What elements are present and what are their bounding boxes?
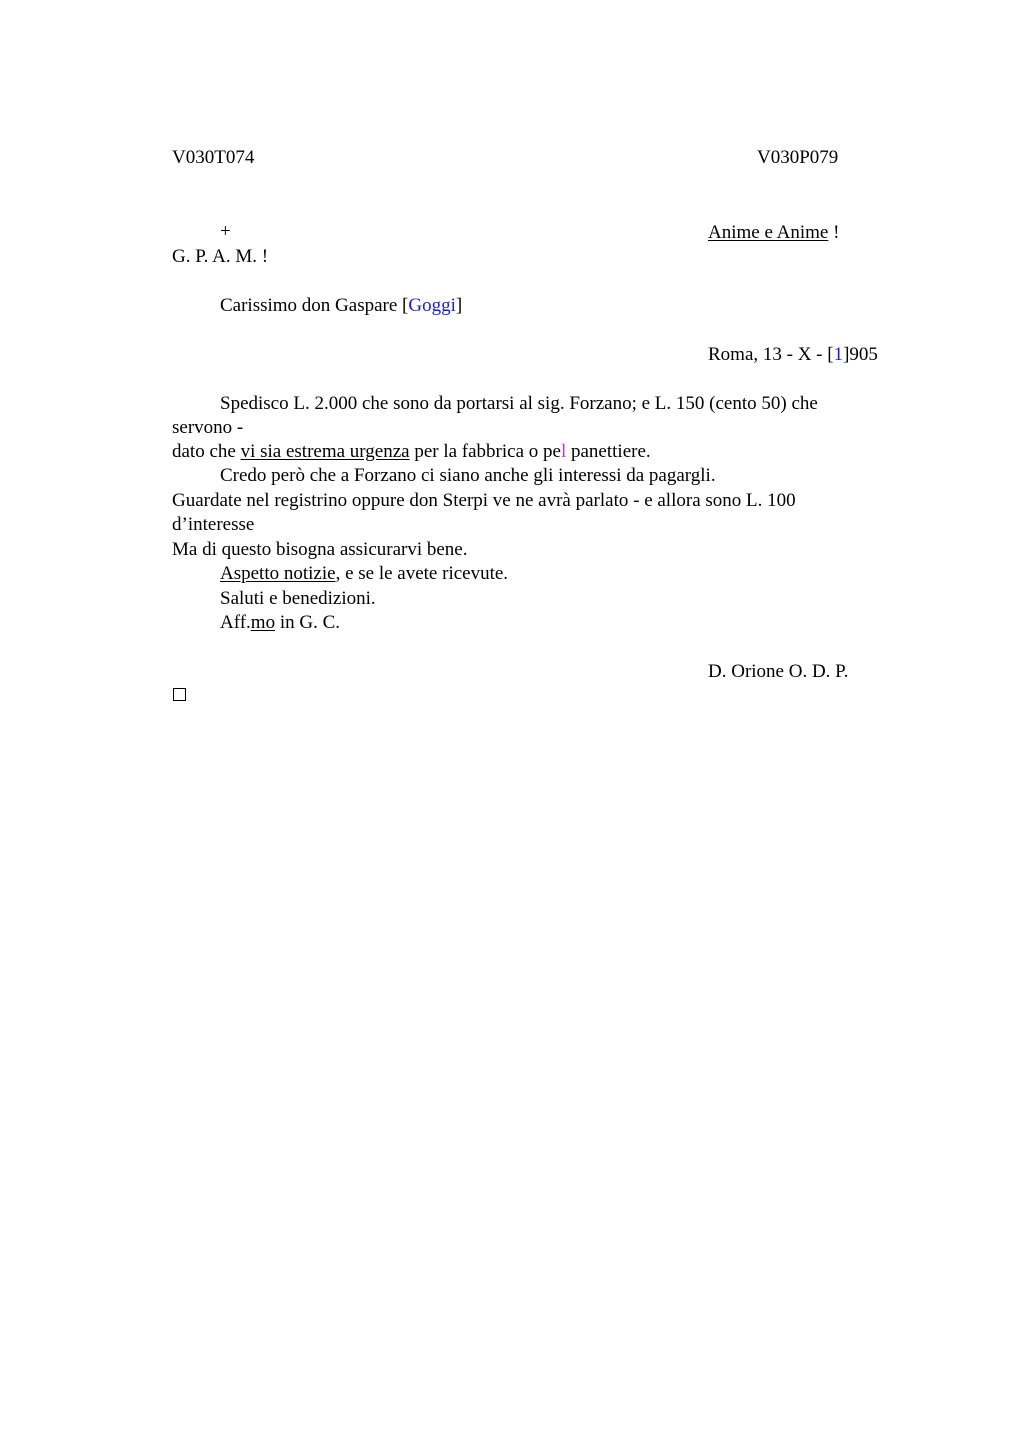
salutation-suffix: ] <box>455 295 463 316</box>
body-text: Aff. <box>220 612 251 633</box>
body-line: Spedisco L. 2.000 che sono da portarsi al sig. Forzano; e L. 150 (cento 50) che <box>220 393 818 414</box>
signature: D. Orione O. D. P. <box>708 661 849 682</box>
initials: G. P. A. M. ! <box>172 246 269 267</box>
date-prefix: Roma, 13 - X - [ <box>708 344 834 365</box>
date-suffix: ]905 <box>843 344 878 365</box>
highlighted-letter: l <box>560 441 567 462</box>
body-line: Credo però che a Forzano ci siano anche gli interessi da pagargli. <box>220 465 716 486</box>
salutation-prefix: Carissimo don Gaspare [ <box>220 295 409 316</box>
motto <box>708 221 839 245</box>
motto-exclamation: ! <box>828 222 840 243</box>
checkbox-square-icon <box>173 688 186 701</box>
body-line <box>172 440 651 464</box>
underlined-text: vi sia estrema urgenza <box>240 441 410 462</box>
date-digit: 1 <box>833 344 844 365</box>
body-text: per la fabbrica o pe <box>409 441 561 462</box>
body-line: Guardate nel registrino oppure don Sterpi ve ne avrà parlato - e allora sono L. 100 <box>172 490 796 511</box>
body-line <box>220 562 508 586</box>
body-text: panettiere. <box>566 441 651 462</box>
document-code-left: V030T074 <box>172 147 255 168</box>
letter-date <box>708 343 878 367</box>
closing-line <box>220 611 340 635</box>
motto-text: Anime e Anime <box>708 222 829 243</box>
document-code-right: V030P079 <box>757 147 839 168</box>
underlined-text: mo <box>250 612 276 633</box>
cross-symbol: + <box>220 221 231 242</box>
body-line: Saluti e benedizioni. <box>220 588 376 609</box>
salutation <box>220 294 462 318</box>
body-line: d’interesse <box>172 514 255 535</box>
salutation-name: Goggi <box>408 295 456 316</box>
underlined-text: Aspetto notizie <box>220 563 336 584</box>
body-text: in G. C. <box>275 612 341 633</box>
body-line: servono - <box>172 417 244 438</box>
body-line: Ma di questo bisogna assicurarvi bene. <box>172 539 468 560</box>
body-text: , e se le avete ricevute. <box>335 563 509 584</box>
body-text: dato che <box>172 441 241 462</box>
